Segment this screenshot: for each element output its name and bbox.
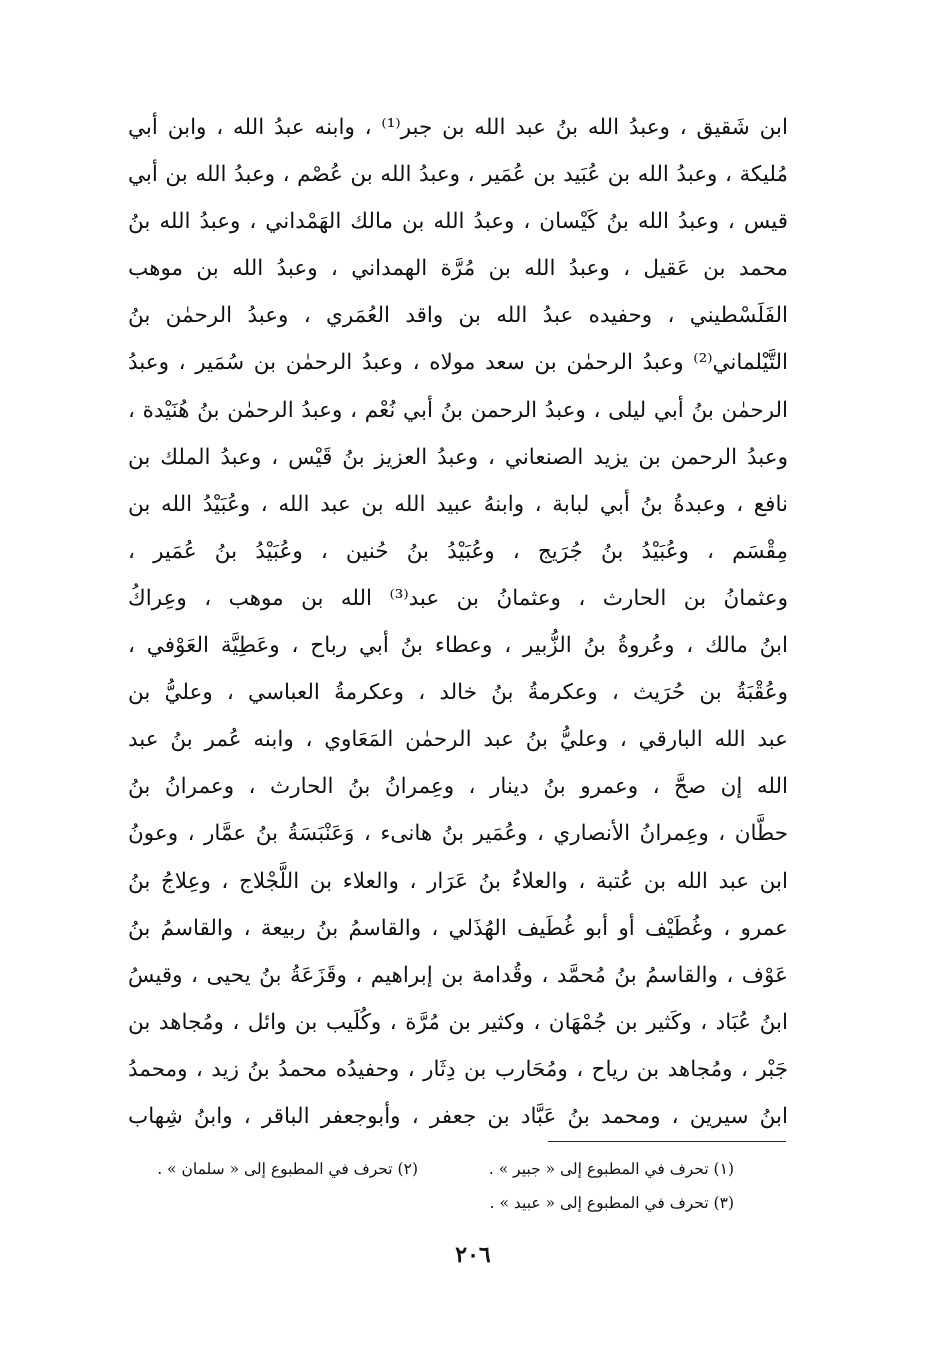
- footnote-2: (٢) تحرف في المطبوع إلى « سلمان » .: [157, 1160, 418, 1178]
- text-line: جَبْر ، ومُجاهد بن رياح ، ومُحَارب بن دِثَار ، وحفيدُه محمدُ بنُ زيد ، ومحمدُ: [128, 1056, 788, 1082]
- main-text: [128, 104, 788, 1140]
- text-line: وعُقْبَةُ بن حُرَيث ، وعكرمةُ بنُ خالد ، وعكرمةُ العباسي ، وعليُّ بن: [128, 680, 788, 706]
- text-line: التَّيْلماني⁽²⁾ وعبدُ الرحمٰن بن سعد مولاه ، وعبدُ الرحمٰن بن سُمَير ، وعبدُ: [128, 350, 788, 376]
- text-line: قيس ، وعبدُ الله بنُ كَيْسان ، وعبدُ الله بن مالك الهَمْداني ، وعبدُ الله بنُ: [128, 209, 788, 235]
- text-line: وعثمانُ بن الحارث ، وعثمانُ بن عبد⁽³⁾ الله بن موهب ، وعِراكُ: [128, 585, 788, 611]
- text-line: عمرو ، وغُطَيْف أو أبو غُطَيف الهُذَلي ، والقاسمُ بنُ ربيعة ، والقاسمُ بنُ: [128, 915, 788, 941]
- text-line: ابنُ مالك ، وعُروةُ بنُ الزُّبير ، وعطاء بنُ أبي رباح ، وعَطِيَّة العَوْفي ،: [128, 633, 788, 659]
- text-line: الفَلَسْطيني ، وحفيده عبدُ الله بن واقد العُمَري ، وعبدُ الرحمٰن بنُ: [128, 303, 788, 329]
- text-line: عبد الله البارقي ، وعليُّ بنُ عبد الرحمٰن المَعَاوي ، وابنه عُمر بنُ عبد: [128, 727, 788, 753]
- text-line: الله إن صحَّ ، وعمرو بنُ دينار ، وعِمرانُ بنُ الحارث ، وعمرانُ بنُ: [128, 774, 788, 800]
- text-line: مُليكة ، وعبدُ الله بن عُبَيد بن عُمَير ، وعبدُ الله بن عُصْم ، وعبدُ الله بن أبي: [128, 162, 788, 188]
- text-line: محمد بن عَقيل ، وعبدُ الله بن مُرَّة الهمداني ، وعبدُ الله بن موهب: [128, 256, 788, 282]
- text-line: ابنُ سيرين ، ومحمد بنُ عَبَّاد بن جعفر ، وأبوجعفر الباقر ، وابنُ شِهاب: [128, 1103, 788, 1129]
- text-line: ابنُ عُبَاد ، وكَثير بن جُمْهَان ، وكثير بن مُرَّة ، وكُلَيب بن وائل ، ومُجاهد بن: [128, 1009, 788, 1035]
- text-line: ابن شَقيق ، وعبدُ الله بنُ عبد الله بن جبر⁽¹⁾ ، وابنه عبدُ الله ، وابن أبي: [128, 115, 788, 140]
- page-number: ٢٠٦: [455, 1242, 491, 1268]
- footnote-divider: [548, 1141, 786, 1142]
- text-line: نافع ، وعبدةُ بنُ أبي لبابة ، وابنهُ عبيد الله بن عبد الله ، وعُبَيْدُ الله بن: [128, 491, 788, 517]
- text-line: مِقْسَم ، وعُبَيْدُ بنُ جُرَيج ، وعُبَيْدُ بنُ حُنين ، وعُبَيْدُ بنُ عُمَير ،: [128, 538, 788, 564]
- footnote-3: (٣) تحرف في المطبوع إلى « عبيد » .: [489, 1194, 734, 1212]
- text-line: ابن عبد الله بن عُتبة ، والعلاءُ بنُ عَرَار ، والعلاء بن اللَّجْلاج ، وعِلاجُ بنُ: [128, 868, 788, 894]
- text-line: عَوْف ، والقاسمُ بنُ مُحمَّد ، وقُدامة بن إبراهيم ، وقَزَعَةُ بنُ يحيى ، وقيسُ: [128, 962, 788, 988]
- text-line: الرحمٰن بنُ أبي ليلى ، وعبدُ الرحمن بنُ أبي نُعْم ، وعبدُ الرحمٰن بنُ هُنَيْدة ،: [128, 397, 788, 423]
- text-line: حطَّان ، وعِمرانُ الأنصاري ، وعُمَير بنُ هانىء ، وَعَنْبَسَةُ بنُ عمَّار ، وعونُ: [128, 821, 788, 847]
- text-line: وعبدُ الرحمن بن يزيد الصنعاني ، وعبدُ العزيز بنُ قَيْس ، وعبدُ الملك بن: [128, 444, 788, 470]
- footnote-1: (١) تحرف في المطبوع إلى « جبير » .: [488, 1160, 734, 1178]
